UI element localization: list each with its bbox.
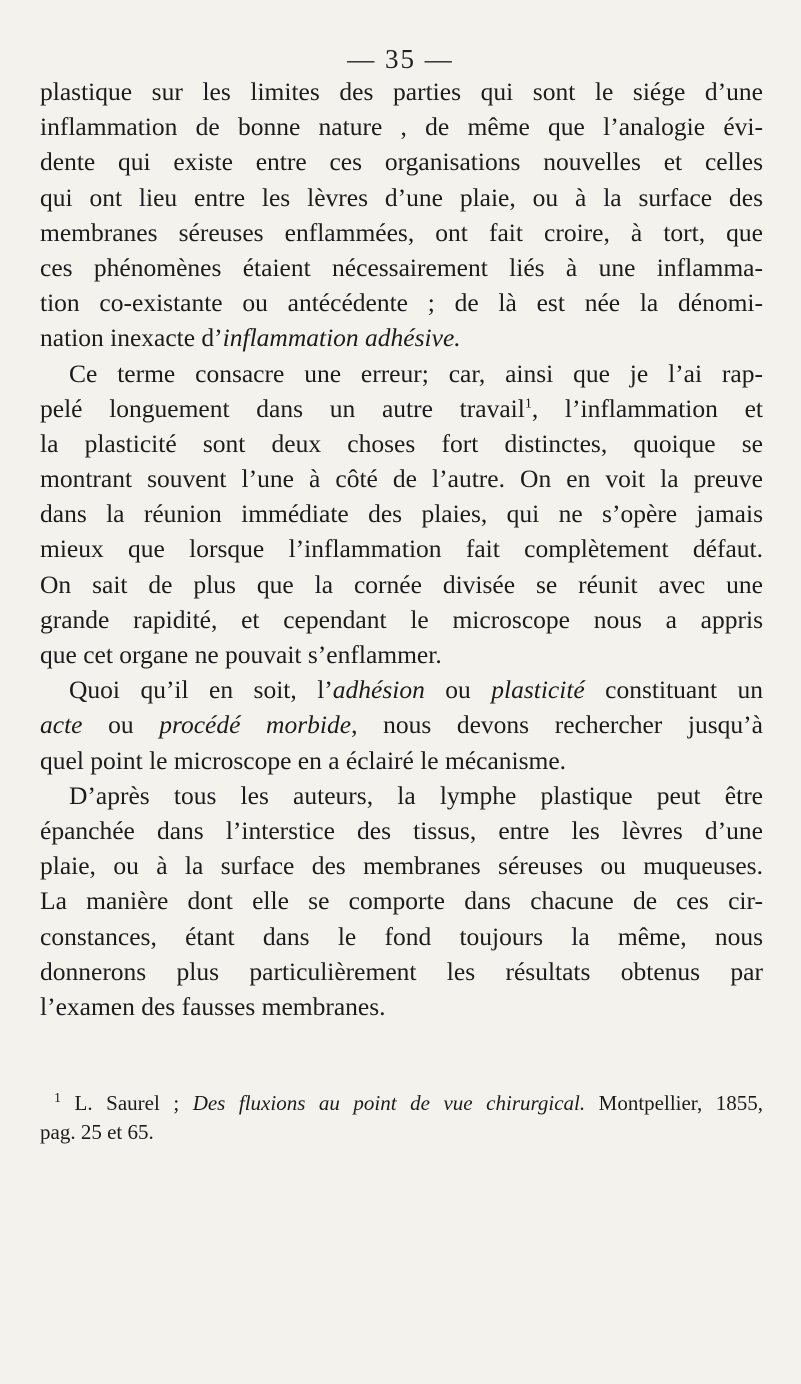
text-span: nation inexacte d’ bbox=[40, 323, 223, 353]
text-line bbox=[40, 320, 763, 355]
text-line: tion co-existante ou antécédente ; de là est née la dénomi- bbox=[40, 288, 763, 318]
text-line: dente qui existe entre ces organisations nouvelles et celles bbox=[40, 147, 763, 177]
footnote-ref: 1 bbox=[524, 396, 532, 412]
text-line: quel point le microscope en a éclairé le mécanisme. bbox=[40, 745, 567, 775]
text-line: On sait de plus que la cornée divisée se réunit avec une bbox=[40, 569, 763, 599]
text-line: épanchée dans l’interstice des tissus, entre les lèvres d’une bbox=[40, 815, 763, 845]
text-span: L. Saurel ; bbox=[61, 1091, 193, 1115]
italic-term: inflammation adhésive. bbox=[222, 323, 461, 353]
text-span: pelé longuement dans un autre travail bbox=[40, 393, 525, 423]
text-line: montrant souvent l’une à côté de l’autre. On en voit la preuve bbox=[40, 464, 763, 494]
text-line: grande rapidité, et cependant le microscope nous a appris bbox=[40, 604, 763, 634]
body-text bbox=[40, 74, 763, 1024]
text-line: que cet organe ne pouvait s’enflammer. bbox=[40, 640, 442, 669]
italic-title: Des fluxions au point de vue chirurgical. bbox=[192, 1091, 586, 1115]
text-span: Montpellier, 1855, bbox=[585, 1091, 763, 1115]
text-line bbox=[40, 707, 763, 742]
text-line: plaie, ou à la surface des membranes séreuses ou muqueuses. bbox=[40, 851, 763, 881]
text-line bbox=[40, 672, 763, 707]
footnote bbox=[40, 1089, 763, 1147]
text-span: ou bbox=[82, 710, 160, 740]
text-line: inflammation de bonne nature , de même que l’analogie évi- bbox=[40, 112, 763, 142]
text-line: la plasticité sont deux choses fort distinctes, quoique se bbox=[40, 428, 763, 458]
text-span: ou bbox=[424, 675, 492, 705]
italic-term: acte bbox=[40, 710, 83, 740]
text-line: D’après tous les auteurs, la lymphe plastique peut être bbox=[69, 780, 763, 810]
text-line: constances, étant dans le fond toujours la même, nous bbox=[40, 921, 763, 951]
italic-term: procédé morbide bbox=[159, 710, 352, 740]
text-span: , nous devons rechercher jusqu’à bbox=[351, 710, 763, 740]
italic-term: plasticité bbox=[491, 675, 585, 705]
text-line: mieux que lorsque l’inflammation fait complètement défaut. bbox=[40, 534, 763, 564]
text-span: constituant un bbox=[584, 675, 763, 705]
text-span: , l’inflammation et bbox=[531, 393, 763, 423]
text-line: dans la réunion immédiate des plaies, qui ne s’opère jamais bbox=[40, 499, 763, 529]
text-line: plastique sur les limites des parties qui sont le siége d’une bbox=[40, 77, 763, 106]
text-line: membranes séreuses enflammées, ont fait croire, à tort, que bbox=[40, 217, 763, 247]
page-number: — 35 — bbox=[347, 44, 454, 74]
footnote-line: pag. 25 et 65. bbox=[40, 1120, 154, 1144]
text-span: Quoi qu’il en soit, l’ bbox=[69, 675, 333, 705]
italic-term: adhésion bbox=[332, 675, 425, 705]
text-line: Ce terme consacre une erreur; car, ainsi que je l’ai rap- bbox=[69, 358, 763, 388]
text-line: La manière dont elle se comporte dans chacune de ces cir- bbox=[40, 886, 763, 916]
text-line: l’examen des fausses membranes. bbox=[40, 991, 386, 1021]
text-line: ces phénomènes étaient nécessairement liés à une inflamma- bbox=[40, 252, 763, 282]
footnote-marker: 1 bbox=[54, 1091, 61, 1106]
text-line bbox=[40, 391, 763, 426]
text-line: donnerons plus particulièrement les résultats obtenus par bbox=[40, 956, 763, 986]
text-line: qui ont lieu entre les lèvres d’une plaie, ou à la surface des bbox=[40, 182, 763, 212]
footnote-line bbox=[40, 1089, 763, 1118]
